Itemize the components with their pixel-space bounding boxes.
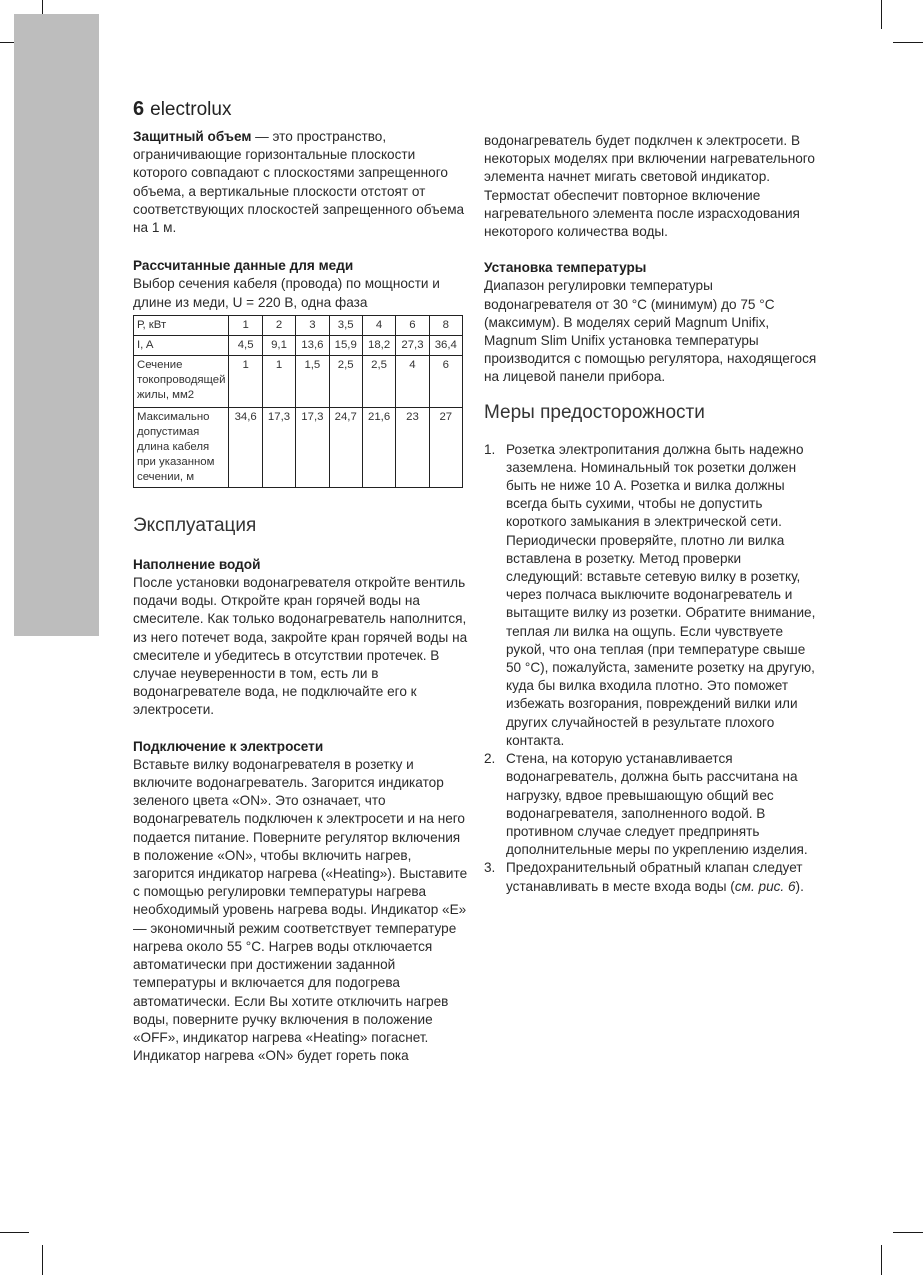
table-cell: 17,3	[262, 407, 295, 487]
temperature-title: Установка температуры	[484, 260, 647, 276]
left-column	[133, 128, 468, 1065]
precautions-section-title: Меры предосторожности	[484, 401, 705, 423]
cable-table	[133, 315, 463, 488]
table-cell: 1	[229, 315, 262, 335]
precautions-list	[484, 441, 819, 896]
connection-text-continued: водонагреватель будет подклчен к электросети. В некоторых моделях при включении нагревательного элемента начнет мигать световой индикатор. Термостат обеспечит повторное включение нагревательного элемента после израсходования некоторого количества воды.	[484, 133, 815, 240]
connection-title: Подключение к электросети	[133, 738, 324, 754]
figure-reference: см. рис. 6	[734, 878, 796, 894]
list-item-number: 3.	[484, 860, 496, 876]
table-cell: 4,5	[229, 335, 262, 355]
table-cell: 1,5	[296, 355, 329, 407]
table-cell: 34,6	[229, 407, 262, 487]
row-header: I, A	[134, 335, 229, 355]
table-cell: 17,3	[296, 407, 329, 487]
table-cell: 36,4	[429, 335, 462, 355]
list-item	[484, 859, 819, 895]
table-row	[134, 407, 463, 487]
list-item-text: Розетка электропитания должна быть надежно заземлена. Номинальный ток розетки должен быть не ниже 10 А. Розетка и вилка должны всегда быть сухими, чтобы не допустить короткого замыкания в электрической сети. Периодически проверяйте, плотно ли вилка вставлена в розетку. Метод проверки следующий: вставьте сетевую вилку в розетку, через полчаса выключите водонагреватель и вытащите вилку из розетки. Обратите внимание, теплая ли вилка на ощупь. Если чувствуете рукой, что она теплая (при температуре свыше 50 °C), пожалуйста, замените розетку на другую, куда бы вилка входила плотно. Это поможет избежать возгорания, повреждений вилки или других случайностей в результате плохого контакта.	[506, 441, 816, 748]
page-number: 6	[133, 98, 145, 120]
table-cell: 3,5	[329, 315, 362, 335]
list-item-text: Стена, на которую устанавливается водонагреватель, должна быть рассчитана на нагрузку, вдвое превышающую общий вес водонагревателя, заполненного водой. В противном случае следует предпринять дополнительные меры по укреплению изделия.	[506, 751, 808, 858]
table-cell: 9,1	[262, 335, 295, 355]
table-row	[134, 335, 463, 355]
crop-mark-br-h	[893, 1232, 923, 1233]
table-row	[134, 315, 463, 335]
filling-text: После установки водонагревателя откройте вентиль подачи воды. Откройте кран горячей воды на смесителе. Как только водонагреватель наполнится, из него потечет вода, закройте кран горячей воды на смесителе и убедитесь в отсутствии протечек. В случае неуверенности в том, есть ли в водонагревателе вода, не подключайте его к электросети.	[133, 575, 468, 718]
list-item	[484, 750, 819, 859]
operation-section-title: Эксплуатация	[133, 514, 257, 536]
table-cell: 8	[429, 315, 462, 335]
protective-volume-text: — это пространство, ограничивающие горизонтальные плоскости которого совпадают с плоскостями запрещенного объема, а вертикальные плоскости отстоят от соответствующих плоскостей запрещенного объема на 1 м.	[133, 129, 465, 236]
table-cell: 15,9	[329, 335, 362, 355]
crop-mark-tr-v	[881, 0, 882, 29]
table-cell: 4	[396, 355, 429, 407]
list-item	[484, 441, 819, 750]
table-cell: 27,3	[396, 335, 429, 355]
table-cell: 6	[429, 355, 462, 407]
table-cell: 2,5	[329, 355, 362, 407]
table-cell: 1	[229, 355, 262, 407]
table-cell: 18,2	[362, 335, 395, 355]
crop-mark-br-v	[881, 1245, 882, 1275]
table-cell: 6	[396, 315, 429, 335]
table-cell: 23	[396, 407, 429, 487]
section-tab-marker	[14, 14, 99, 636]
table-cell: 24,7	[329, 407, 362, 487]
table-cell: 27	[429, 407, 462, 487]
row-header: Сечение токопроводящей жилы, мм2	[134, 355, 229, 407]
list-item-number: 2.	[484, 751, 496, 767]
list-item-number: 1.	[484, 441, 496, 457]
table-cell: 21,6	[362, 407, 395, 487]
protective-volume-paragraph	[133, 128, 468, 237]
row-header: Максимально допустимая длина кабеля при указанном сечении, м	[134, 407, 229, 487]
crop-mark-bl-v	[42, 1245, 43, 1275]
table-row	[134, 355, 463, 407]
filling-title: Наполнение водой	[133, 556, 261, 572]
copper-data-title: Рассчитанные данные для меди	[133, 258, 354, 274]
list-item-text: Предохранительный обратный клапан следует устанавливать в месте входа воды (	[506, 860, 803, 894]
crop-mark-bl-h	[0, 1232, 29, 1233]
table-cell: 3	[296, 315, 329, 335]
connection-text: Вставьте вилку водонагревателя в розетку и включите водонагреватель. Загорится индикатор зеленого цвета «ON». Это означает, что водонагреватель подключен к электросети и на него подается питание. Поверните регулятор включения в положение «ON», чтобы включить нагрев, загорится индикатор нагрева («Heating»). Выставите с помощью регулировки температуры нагрева необходимый уровень нагрева воды. Индикатор «E» — экономичный режим соответствует температуре нагрева около 55 °C. Нагрев воды отключается автоматически при достижении заданной температуры и включается для подогрева автоматически. Если Вы хотите отключить нагрев воды, поверните ручку включения в положение «OFF», индикатор нагрева «Heating» погаснет. Индикатор нагрева «ON» будет гореть пока	[133, 756, 468, 1064]
brand-name: electrolux	[150, 99, 232, 120]
list-item-tail: ).	[795, 878, 804, 894]
page-header	[133, 98, 231, 121]
table-cell: 2	[262, 315, 295, 335]
protective-volume-term: Защитный объем	[133, 129, 252, 144]
copper-data-subtitle: Выбор сечения кабеля (провода) по мощности и длине из меди, U = 220 В, одна фаза	[133, 276, 440, 310]
table-cell: 2,5	[362, 355, 395, 407]
crop-mark-tr-h	[893, 42, 923, 43]
temperature-text: Диапазон регулировки температуры водонагревателя от 30 °C (минимум) до 75 °C (максимум). В моделях серий Magnum Unifix, Magnum Slim Unifix установка температуры производится с помощью регулятора, находящегося на лицевой панели прибора.	[484, 278, 817, 385]
table-cell: 4	[362, 315, 395, 335]
row-header: Р, кВт	[134, 315, 229, 335]
table-cell: 1	[262, 355, 295, 407]
table-cell: 13,6	[296, 335, 329, 355]
right-column	[484, 132, 819, 896]
